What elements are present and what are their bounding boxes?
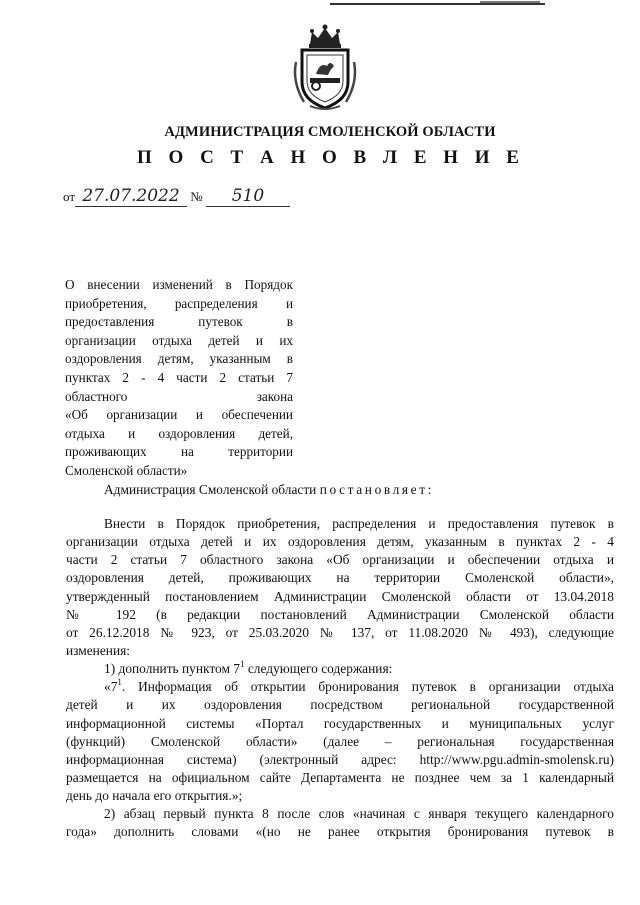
document-date: 27.07.2022 (75, 186, 187, 207)
organization-title: АДМИНИСТРАЦИЯ СМОЛЕНСКОЙ ОБЛАСТИ (164, 124, 496, 140)
date-prefix: от (63, 189, 76, 204)
subject-line: областного закона (65, 388, 293, 404)
date-number-line (63, 186, 290, 207)
body-line: организации отдыха детей и их оздоровления детям, указанным в пунктах 2 - 4 (66, 534, 614, 550)
subject-line: организации отдыха детей и их (65, 332, 293, 348)
quote-text: . Информация об открытии бронирования путевок в организации отдыха (121, 679, 614, 695)
body-line: оздоровления детей, проживающих на территории Смоленской области», (66, 570, 614, 586)
coat-of-arms-icon (290, 22, 360, 110)
body-line: изменения: (66, 642, 131, 658)
subject-line: предоставления путевок в (65, 314, 293, 330)
quote-start: «7 (104, 679, 118, 695)
body-line: утвержденный постановлением Администрации Смоленской области от 13.04.2018 (66, 588, 614, 604)
subject-line: проживающих на территории (65, 444, 293, 460)
body-line: № 192 (в редакции постановлений Администрации Смоленской области (66, 606, 614, 622)
subject-line: отдыха и оздоровления детей, (65, 425, 293, 441)
subject-block (65, 276, 293, 481)
item1-superscript: 1 (240, 660, 245, 670)
quote-superscript: 1 (117, 678, 122, 688)
subject-line: «Об организации и обеспечении (65, 407, 293, 423)
subject-line: Смоленской области» (65, 462, 188, 478)
amendment-item-1 (66, 660, 614, 678)
document-body (66, 515, 614, 842)
preamble (104, 482, 434, 498)
scan-top-line (330, 3, 545, 5)
body-line: от 26.12.2018 № 923, от 25.03.2020 № 137, от 11.08.2020 № 493), следующие (66, 624, 614, 640)
body-line: Внести в Порядок приобретения, распределения и предоставления путевок в (104, 516, 614, 531)
preamble-text: Администрация Смоленской области (104, 482, 320, 497)
body-line: информационной системы «Портал государственных и муниципальных услуг (66, 715, 614, 731)
body-line: детей и их оздоровления посредством региональной государственной (66, 697, 614, 713)
quote-first-line (66, 678, 614, 696)
body-line: части 2 статьи 7 областного закона «Об организации и обеспечении отдыха и (66, 552, 614, 568)
document-number: 510 (206, 186, 290, 207)
subject-line: О внесении изменений в Порядок (65, 277, 293, 292)
item1-text: 1) дополнить пунктом 7 (104, 661, 241, 677)
document-type-title: П О С Т А Н О В Л Е Н И Е (137, 147, 525, 168)
body-line: день до начала его открытия.»; (66, 788, 243, 804)
body-line: (функций) Смоленской области» (далее – региональная государственная (66, 733, 614, 749)
scan-top-line-small (480, 1, 540, 3)
subject-line: пунктах 2 - 4 части 2 статьи 7 (65, 369, 293, 385)
body-line: года» дополнить словами «(но не ранее открытия бронирования путевок в (66, 824, 614, 840)
body-line: размещается на официальном сайте Департамента не позднее чем за 1 календарный (66, 769, 614, 785)
number-sign: № (190, 189, 203, 204)
subject-line: оздоровления детям, указанным в (65, 351, 293, 367)
preamble-verb: постановляет: (319, 482, 434, 497)
body-line: информационная система) (электронный адрес: http://www.pgu.admin-smolensk.ru) (66, 751, 614, 767)
subject-line: приобретения, распределения и (65, 295, 293, 311)
amendment-item-2: 2) абзац первый пункта 8 после слов «начиная с января текущего календарного (104, 806, 614, 822)
item1-text-tail: следующего содержания: (244, 661, 393, 677)
